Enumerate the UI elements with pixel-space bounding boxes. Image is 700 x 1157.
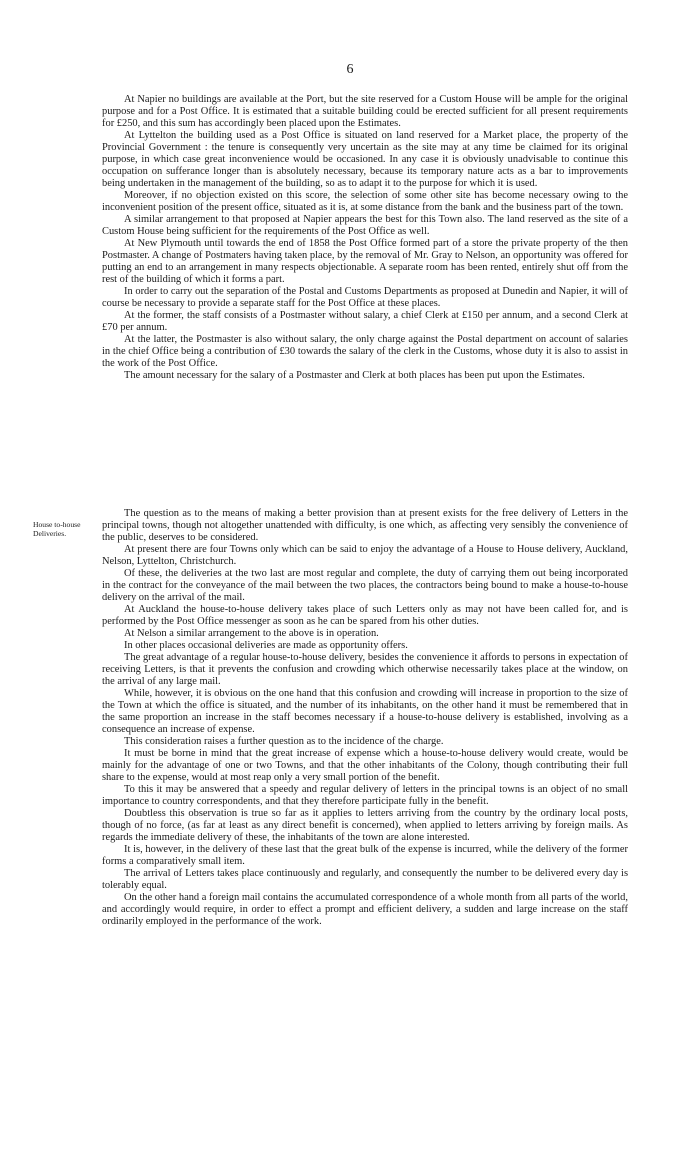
paragraph: At Nelson a similar arrangement to the above is in operation. bbox=[124, 628, 379, 639]
paragraph: The question as to the means of making a better provision than at present exists for the free delivery of Letters in the principal towns, though not altogether unattended with difficulty, is one which, as affecting very sensibly the convenience of the public, deserves to be considered. bbox=[102, 508, 628, 543]
paragraph: To this it may be answered that a speedy and regular delivery of letters in the principal towns is an object of no small importance to country correspondents, and that they therefore participate fully in the benefit. bbox=[102, 784, 628, 807]
paragraph: It must be borne in mind that the great increase of expense which a house-to-house delivery would create, would be mainly for the advantage of one or two Towns, and that the other inhabitants of the Colony, though contributing their full share to the expense, would at most reap only a very small portion of the benefit. bbox=[102, 748, 628, 783]
paragraph: It is, however, in the delivery of these last that the great bulk of the expense is incurred, while the delivery of the former forms a comparatively small item. bbox=[102, 844, 628, 867]
paragraph: On the other hand a foreign mail contains the accumulated correspondence of a whole month from all parts of the world, and accordingly would require, in order to effect a prompt and efficient delivery, a sudden and large increase on the staff ordinarily employed in the performance of the work. bbox=[102, 892, 628, 927]
paragraph: The arrival of Letters takes place continuously and regularly, and consequently the number to be delivered every day is tolerably equal. bbox=[102, 868, 628, 891]
paragraph: At Napier no buildings are available at the Port, but the site reserved for a Custom House will be ample for the original purpose and for a Post Office. It is estimated that a suitable building could be erected sufficient for all present requirements for £250, and this sum has accordingly been placed upon the Estimates. bbox=[102, 94, 628, 129]
margin-note-line: Deliveries. bbox=[33, 529, 67, 538]
paragraph: At Auckland the house-to-house delivery takes place of such Letters only as may not have been called for, and is performed by the Post Office messenger as soon as he can be spared from his other duties. bbox=[102, 604, 628, 627]
paragraph: In other places occasional deliveries are made as opportunity offers. bbox=[124, 640, 408, 651]
paragraph: Of these, the deliveries at the two last are most regular and complete, the duty of carrying them out being incorporated in the contract for the conveyance of the mail between the two places, the contractors being bound to make a house-to-house delivery on the arrival of the mail. bbox=[102, 568, 628, 603]
paragraph: At the former, the staff consists of a Postmaster without salary, a chief Clerk at £150 per annum, and a second Clerk at £70 per annum. bbox=[102, 310, 628, 333]
paragraph: In order to carry out the separation of the Postal and Customs Departments as proposed at Dunedin and Napier, it will of course be necessary to provide a separate staff for the Post Office at these places. bbox=[102, 286, 628, 309]
margin-note-line: House to-house bbox=[33, 520, 81, 529]
paragraph: Moreover, if no objection existed on this score, the selection of some other site has become necessary owing to the inconvenient position of the present office, situated as it is, at some distance from the bank and the business part of the town. bbox=[102, 190, 628, 213]
paragraph: Doubtless this observation is true so far as it applies to letters arriving from the country by the ordinary local posts, though of no force, (as far at least as any direct benefit is concerned), when applied to letters arriving by foreign mails. As regards the immediate delivery of these, the inhabitants of the town are alone interested. bbox=[102, 808, 628, 843]
paragraph: The great advantage of a regular house-to-house delivery, besides the convenience it affords to persons in expectation of receiving Letters, is that it prevents the confusion and crowding which otherwise necessarily takes place at the window, on the arrival of any large mail. bbox=[102, 652, 628, 687]
section-post-office-buildings bbox=[102, 94, 628, 382]
paragraph: At present there are four Towns only which can be said to enjoy the advantage of a House to House delivery, Auckland, Nelson, Lyttelton, Christchurch. bbox=[102, 544, 628, 567]
paragraph: While, however, it is obvious on the one hand that this confusion and crowding will increase in proportion to the size of the Town at which the office is situated, and the number of its inhabitants, on the other hand it must be remembered that in the same proportion an increase in the staff becomes necessary if a house-to-house delivery is established, involving as a consequence an increase of expense. bbox=[102, 688, 628, 735]
margin-note bbox=[33, 520, 95, 538]
paragraph: At Lyttelton the building used as a Post Office is situated on land reserved for a Market place, the property of the Provincial Government : the tenure is consequently very uncertain as the site may at any time be claimed for its original purpose, in which case great inconvenience would be occasioned. In any case it is obviously unadvisable to continue this occupation on sufferance longer than is absolutely necessary, because its temporary nature acts as a bar to improvements being undertaken in the management of the building, so as to adapt it to the purpose for which it is used. bbox=[102, 130, 628, 189]
paragraph: A similar arrangement to that proposed at Napier appears the best for this Town also. The land reserved as the site of a Custom House being sufficient for the requirements of the Post Office as well. bbox=[102, 214, 628, 237]
page-number: 6 bbox=[346, 62, 354, 77]
section-house-to-house-deliveries bbox=[102, 508, 628, 928]
paragraph: This consideration raises a further question as to the incidence of the charge. bbox=[124, 736, 444, 747]
paragraph: The amount necessary for the salary of a Postmaster and Clerk at both places has been put upon the Estimates. bbox=[124, 370, 585, 381]
paragraph: At New Plymouth until towards the end of 1858 the Post Office formed part of a store the private property of the then Postmaster. A change of Postmaters having taken place, by the removal of Mr. Gray to Nelson, an opportunity was offered for putting an end to an arrangement in many respects objectionable. A separate room has been rented, entirely shut off from the rest of the building of which it forms a part. bbox=[102, 238, 628, 285]
paragraph: At the latter, the Postmaster is also without salary, the only charge against the Postal department on account of salaries in the chief Office being a contribution of £30 towards the salary of the clerk in the Customs, whose duty it is also to assist in the work of the Post Office. bbox=[102, 334, 628, 369]
